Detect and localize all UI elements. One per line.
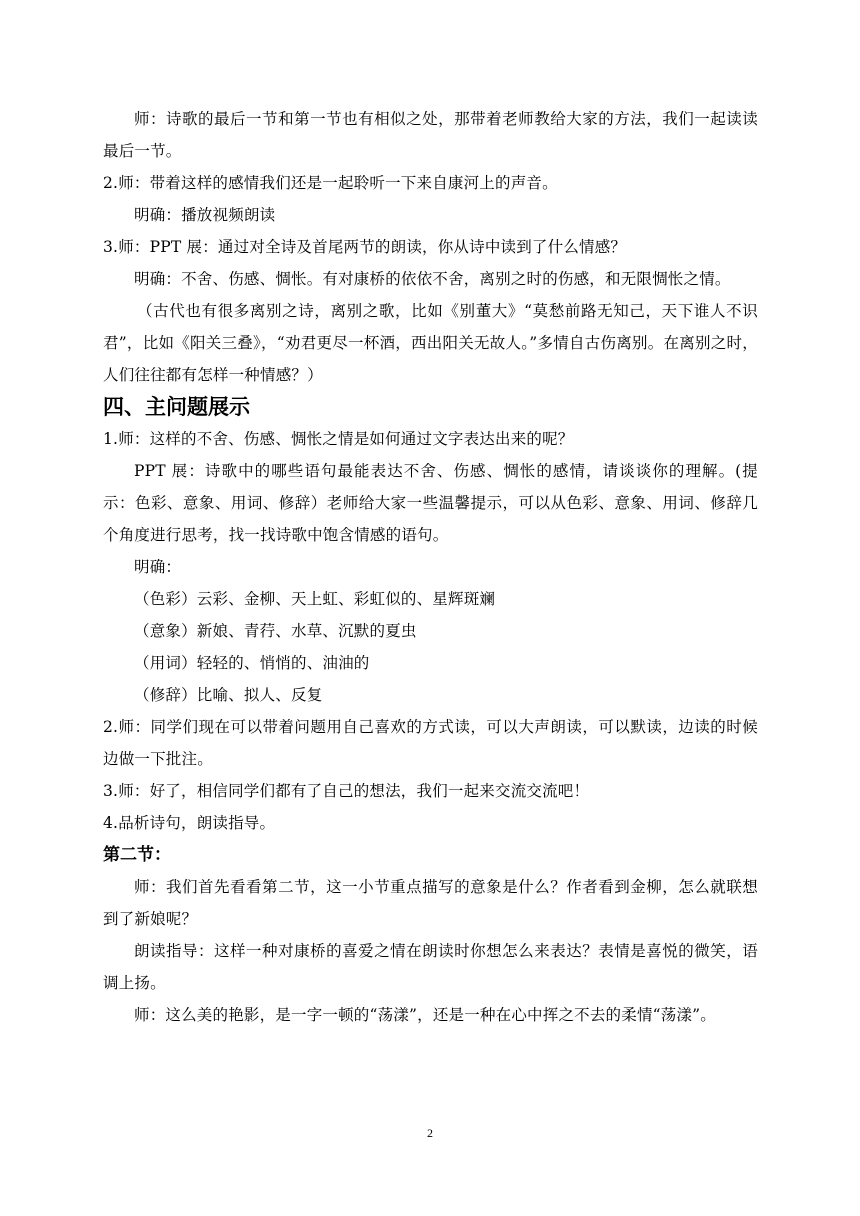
paragraph: 2.师：同学们现在可以带着问题用自己喜欢的方式读，可以大声朗读，可以默读，边读的时候边做一下批注。 [103,718,758,768]
paragraph: 明确： [134,558,182,576]
paragraph: （古代也有很多离别之诗，离别之歌，比如《别董大》“莫愁前路无知己，天下谁人不识君”，比如《阳关三叠》，“劝君更尽一杯酒，西出阳关无故人。”多情自古伤离别。在离别之时，人们往往都有怎样一种情感？） [103,302,758,384]
paragraph: 3.师：好了，相信同学们都有了自己的想法，我们一起来交流交流吧！ [103,782,590,800]
paragraph: 2.师：带着这样的感情我们还是一起聆听一下来自康河上的声音。 [103,174,558,192]
paragraph: 师：这么美的艳影，是一字一顿的“荡漾”，还是一种在心中挥之不去的柔情“荡漾”。 [134,1006,716,1024]
list-item: （色彩）云彩、金柳、天上虹、彩虹似的、星辉斑斓 [134,590,496,608]
subsection-heading: 第二节： [103,845,171,865]
document-body [103,103,758,1031]
paragraph: 1.师：这样的不舍、伤感、惆怅之情是如何通过文字表达出来的呢？ [103,430,574,448]
list-item: （意象）新娘、青荇、水草、沉默的夏虫 [134,622,417,640]
paragraph: 朗读指导：这样一种对康桥的喜爱之情在朗读时你想怎么来表达？表情是喜悦的微笑，语调上扬。 [103,942,758,992]
paragraph: 师：诗歌的最后一节和第一节也有相似之处，那带着老师教给大家的方法，我们一起读读最后一节。 [103,110,758,160]
section-heading: 四、主问题展示 [103,395,250,419]
paragraph: 师：我们首先看看第二节，这一小节重点描写的意象是什么？作者看到金柳，怎么就联想到了新娘呢？ [103,878,758,928]
paragraph: 明确：播放视频朗读 [134,206,276,224]
page-number: 2 [427,1126,433,1140]
paragraph: PPT 展：诗歌中的哪些语句最能表达不舍、伤感、惆怅的感情，请谈谈你的理解。(提示：色彩、意象、用词、修辞）老师给大家一些温馨提示，可以从色彩、意象、用词、修辞几个角度进行思考，找一找诗歌中饱含情感的语句。 [103,462,758,544]
list-item: （用词）轻轻的、悄悄的、油油的 [134,654,370,672]
list-item: （修辞）比喻、拟人、反复 [134,686,323,704]
paragraph: 明确：不舍、伤感、惆怅。有对康桥的依依不舍，离别之时的伤感，和无限惆怅之情。 [134,270,731,288]
paragraph: 3.师：PPT 展：通过对全诗及首尾两节的朗读，你从诗中读到了什么情感？ [103,238,627,256]
paragraph: 4.品析诗句，朗读指导。 [103,814,276,832]
